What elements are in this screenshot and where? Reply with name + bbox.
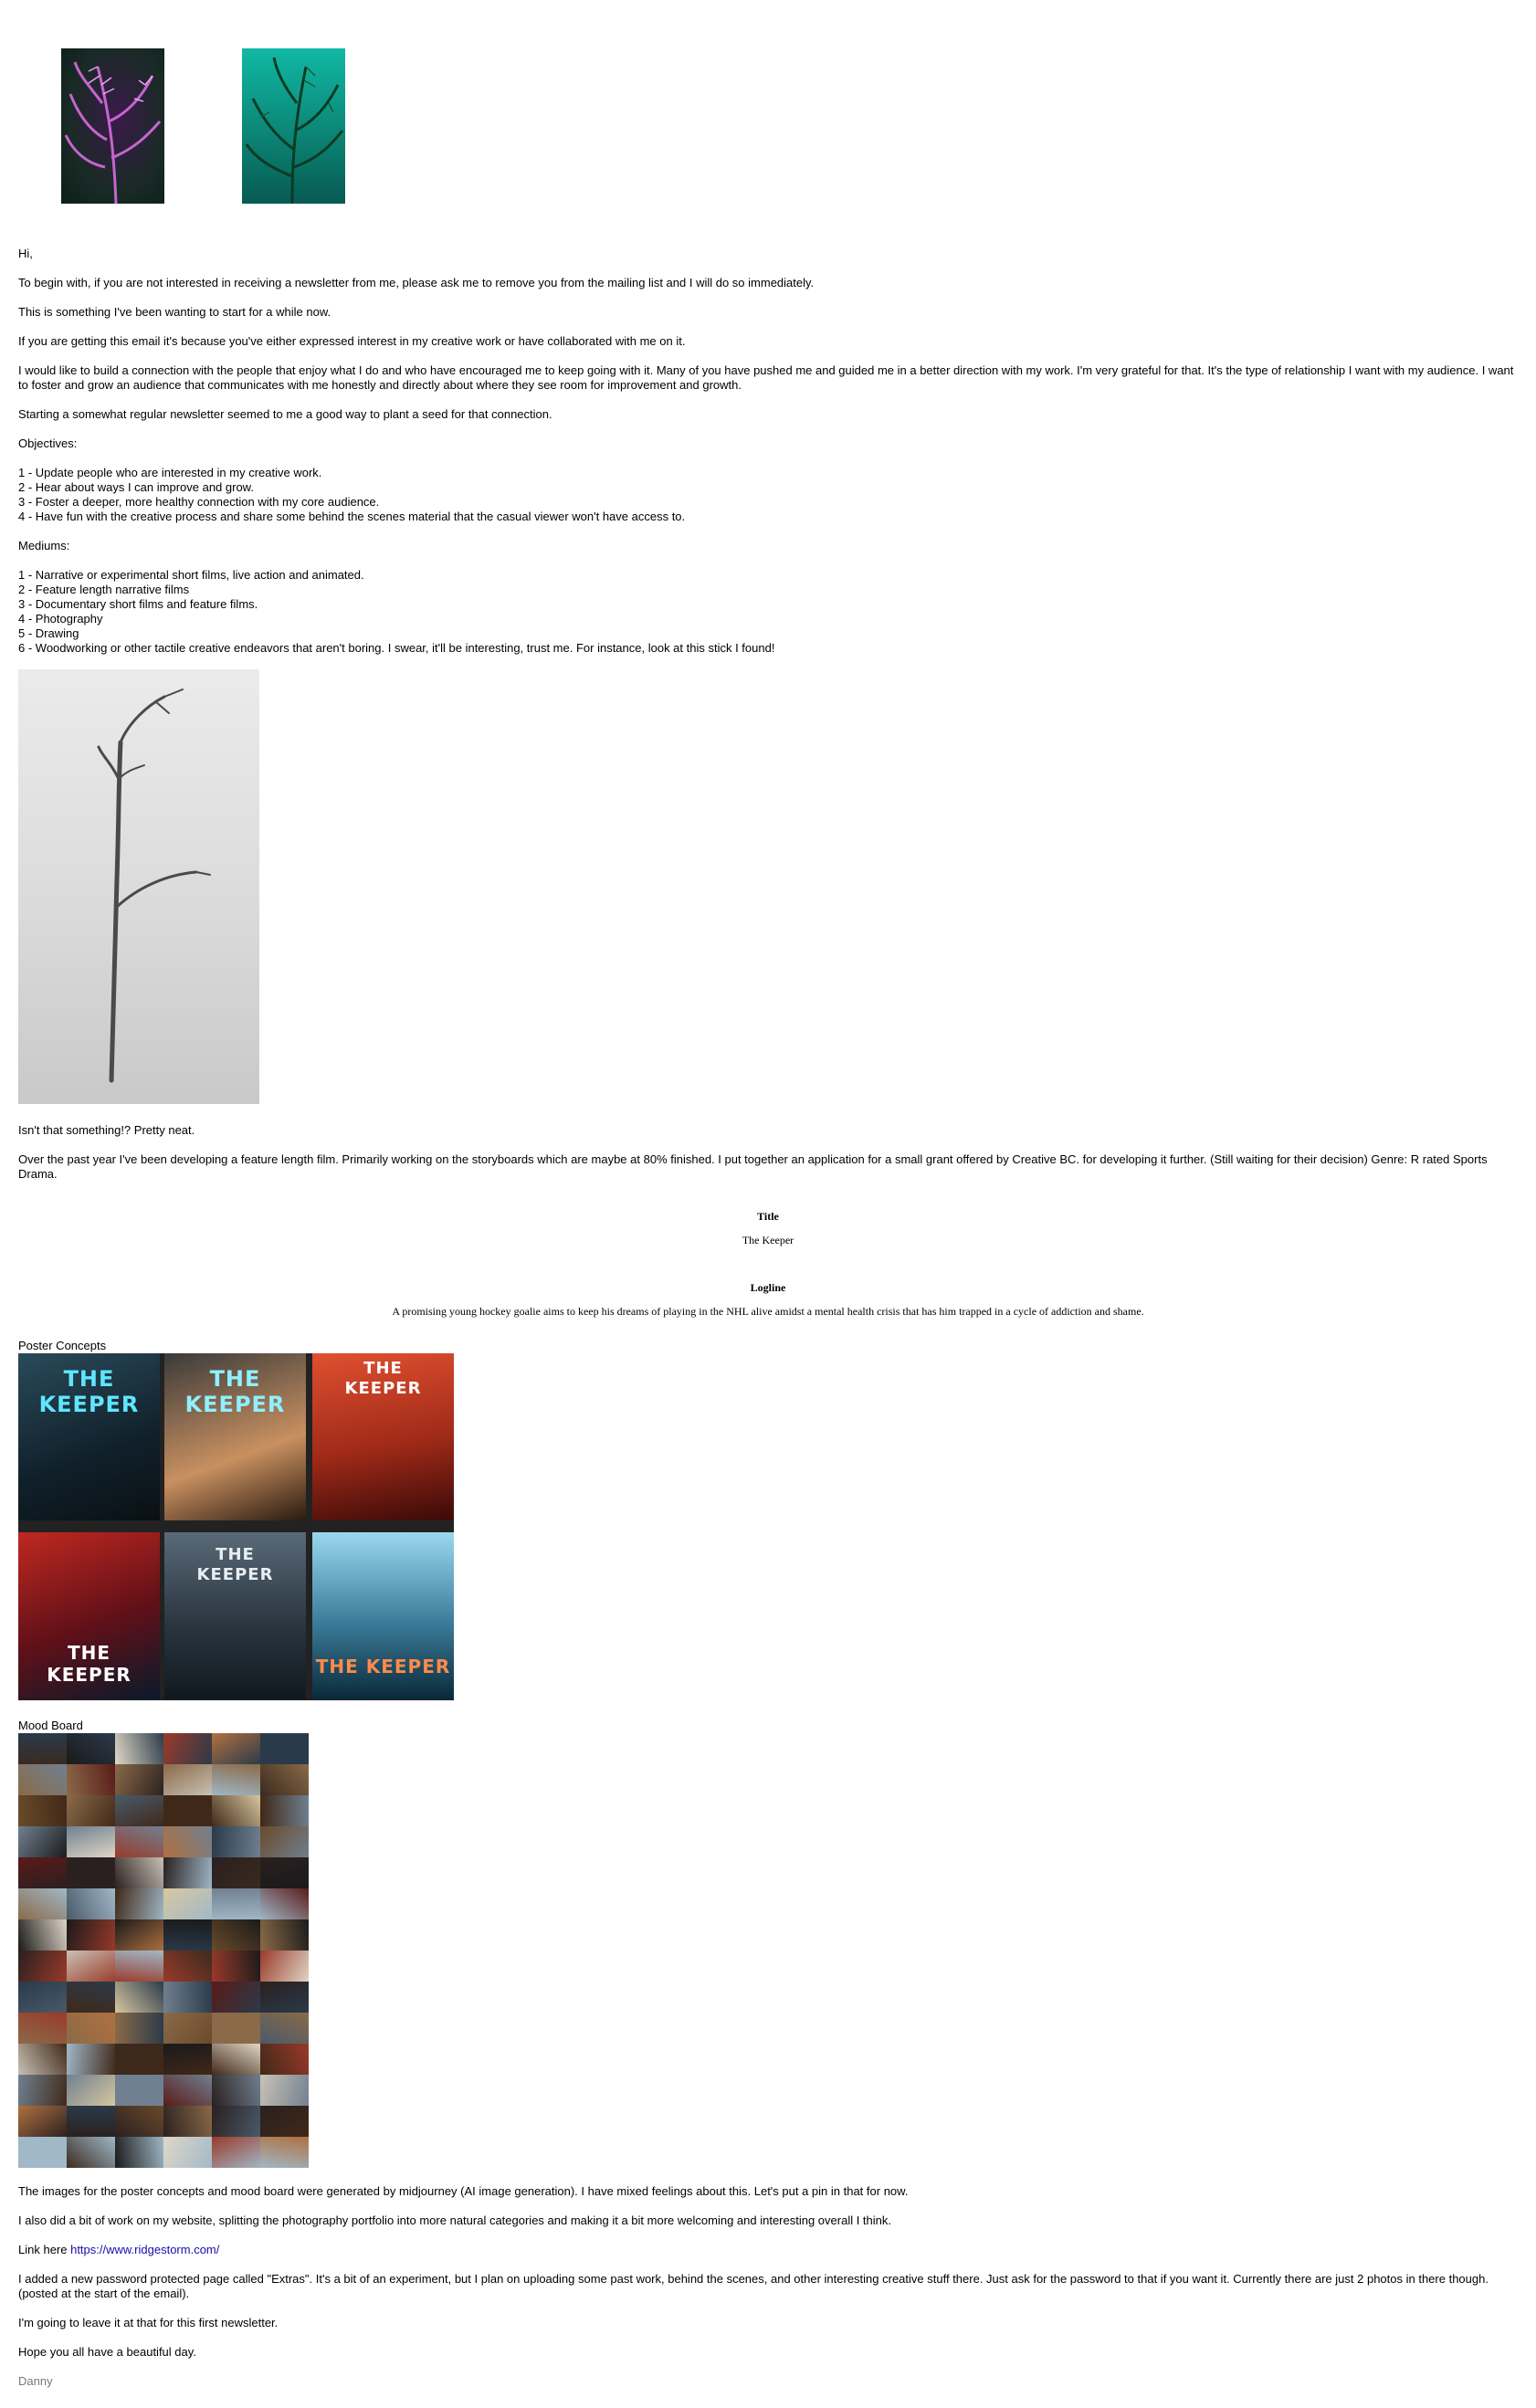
mood-board-tile <box>260 2106 309 2138</box>
medium-item: 5 - Drawing <box>18 626 79 640</box>
extras-paragraph: I added a new password protected page called "Extras". It's a bit of an experiment, but I plan on uploading some past work, behind the scenes, and other interesting creative stuff there. Just ask for the password to that if you want it. Currently there are just 2 photos in there though. (posted at the start of the email). <box>18 2272 1489 2300</box>
mood-board-tile <box>18 2106 68 2138</box>
mood-board-tile <box>260 1857 309 1889</box>
newsletter-paragraph: Starting a somewhat regular newsletter seemed to me a good way to plant a seed for that connection. <box>18 407 552 421</box>
poster-image <box>312 1353 454 1520</box>
mood-board-tile <box>212 1826 261 1858</box>
mood-board-tile <box>115 1888 164 1920</box>
medium-item: 6 - Woodworking or other tactile creative endeavors that aren't boring. I swear, it'll be interesting, trust me. For instance, look at this stick I found! <box>18 641 775 655</box>
mood-board-tile <box>18 1795 68 1827</box>
mood-board-tile <box>67 1764 116 1796</box>
poster-title: THE KEEPER <box>196 1545 274 1584</box>
mood-board-tile <box>163 1919 213 1951</box>
mood-board-tile <box>260 1888 309 1920</box>
reason-paragraph: If you are getting this email it's because you've either expressed interest in my creative work or have collaborated with me on it. <box>18 334 686 348</box>
mood-board-tile <box>115 2044 164 2076</box>
mood-board-tile <box>260 1733 309 1765</box>
mood-board-tile <box>163 2013 213 2045</box>
mediums-heading: Mediums: <box>18 539 70 552</box>
mood-board-tile <box>115 1826 164 1858</box>
mood-board-tile <box>115 2075 164 2107</box>
mood-board-tile <box>163 2044 213 2076</box>
poster-title: THE KEEPER <box>184 1366 286 1417</box>
mood-board-tile <box>67 2044 116 2076</box>
ai-paragraph: The images for the poster concepts and mood board were generated by midjourney (AI image generation). I have mixed feelings about this. Let's put a pin in that for now. <box>18 2184 909 2198</box>
green-plant-photo <box>242 48 345 204</box>
poster-title: THE KEEPER <box>315 1656 451 1677</box>
logline-heading: Logline <box>750 1281 786 1294</box>
medium-item: 2 - Feature length narrative films <box>18 583 190 596</box>
mood-board-tile <box>18 2044 68 2076</box>
poster-title: THE KEEPER <box>47 1642 132 1686</box>
mood-board-tile <box>115 2106 164 2138</box>
purple-plant-photo <box>61 48 164 204</box>
medium-item: 1 - Narrative or experimental short films, live action and animated. <box>18 568 364 582</box>
mood-board-tile <box>18 1857 68 1889</box>
link-prefix: Link here <box>18 2243 71 2256</box>
stick-photo <box>18 669 259 1104</box>
mood-board-tile <box>18 1919 68 1951</box>
mood-board-tile <box>163 1857 213 1889</box>
intro-paragraph: This is something I've been wanting to start for a while now. <box>18 305 331 319</box>
mood-board-tile <box>18 1982 68 2014</box>
mood-board-tile <box>67 2137 116 2168</box>
mood-board-tile <box>67 1919 116 1951</box>
poster-title: THE KEEPER <box>344 1359 422 1398</box>
mood-board-tile <box>212 1857 261 1889</box>
mood-board-tile <box>212 2075 261 2107</box>
mood-board-tile <box>67 2106 116 2138</box>
mood-board-collage <box>18 1733 309 2168</box>
mood-board-tile <box>260 2013 309 2045</box>
mood-board-tile <box>212 1982 261 2014</box>
mood-board-tile <box>115 2137 164 2168</box>
poster-image <box>164 1532 306 1699</box>
mood-board-tile <box>115 1951 164 1982</box>
mood-board-tile <box>67 1795 116 1827</box>
mood-board-tile <box>115 1795 164 1827</box>
closing-paragraph: I'm going to leave it at that for this first newsletter. <box>18 2316 279 2329</box>
poster-image <box>164 1353 306 1520</box>
title-heading: Title <box>757 1210 779 1223</box>
mood-board-tile <box>18 2013 68 2045</box>
mood-board-tile <box>115 1857 164 1889</box>
mood-board-tile <box>163 1982 213 2014</box>
objective-item: 4 - Have fun with the creative process and share some behind the scenes material that the casual viewer won't have access to. <box>18 510 686 523</box>
mood-board-label: Mood Board <box>18 1719 83 1732</box>
logline-value: A promising young hockey goalie aims to keep his dreams of playing in the NHL alive amidst a mental health crisis that has him trapped in a cycle of addiction and shame. <box>392 1305 1144 1318</box>
poster-title: THE KEEPER <box>38 1366 140 1417</box>
mood-board-tile <box>67 2075 116 2107</box>
website-paragraph: I also did a bit of work on my website, splitting the photography portfolio into more natural categories and making it a bit more welcoming and interesting overall I think. <box>18 2213 892 2227</box>
mood-board-tile <box>67 1826 116 1858</box>
medium-item: 4 - Photography <box>18 612 103 626</box>
mood-board-tile <box>163 1888 213 1920</box>
mood-board-tile <box>67 1888 116 1920</box>
mood-board-tile <box>260 2137 309 2168</box>
website-link-line <box>18 2243 1518 2257</box>
mood-board-tile <box>212 2044 261 2076</box>
mood-board-tile <box>18 1733 68 1765</box>
medium-item: 3 - Documentary short films and feature films. <box>18 597 258 611</box>
mood-board-tile <box>115 1982 164 2014</box>
mood-board-tile <box>212 1733 261 1765</box>
poster-image <box>18 1532 160 1699</box>
mood-board-tile <box>67 1982 116 2014</box>
mood-board-tile <box>67 1951 116 1982</box>
mood-board-tile <box>18 1951 68 1982</box>
mood-board-tile <box>163 2106 213 2138</box>
objective-item: 2 - Hear about ways I can improve and grow. <box>18 480 254 494</box>
mood-board-tile <box>18 2137 68 2168</box>
poster-image <box>18 1353 160 1520</box>
mood-board-tile <box>163 1764 213 1796</box>
mood-board-tile <box>260 1764 309 1796</box>
mood-board-tile <box>18 2075 68 2107</box>
mood-board-tile <box>260 2075 309 2107</box>
mood-board-tile <box>212 1795 261 1827</box>
mood-board-tile <box>163 1951 213 1982</box>
objectives-list <box>18 466 1518 524</box>
poster-concepts-grid <box>18 1353 454 1700</box>
mood-board-tile <box>212 1764 261 1796</box>
wish-paragraph: Hope you all have a beautiful day. <box>18 2345 196 2359</box>
mood-board-tile <box>260 1951 309 1982</box>
mood-board-tile <box>163 2075 213 2107</box>
signature: Danny <box>18 2374 53 2388</box>
mood-board-tile <box>115 1764 164 1796</box>
mood-board-tile <box>163 1733 213 1765</box>
stick-comment: Isn't that something!? Pretty neat. <box>18 1123 195 1137</box>
mood-board-tile <box>212 2106 261 2138</box>
mediums-list <box>18 568 1518 656</box>
unsubscribe-paragraph: To begin with, if you are not interested in receiving a newsletter from me, please ask me to remove you from the mailing list and I will do so immediately. <box>18 276 815 289</box>
website-link[interactable]: https://www.ridgestorm.com/ <box>70 2243 220 2256</box>
mood-board-tile <box>115 2013 164 2045</box>
mood-board-tile <box>67 1733 116 1765</box>
mood-board-tile <box>260 1919 309 1951</box>
film-paragraph: Over the past year I've been developing a feature length film. Primarily working on the storyboards which are maybe at 80% finished. I put together an application for a small grant offered by Creative BC. for developing it further. (Still waiting for their decision) Genre: R rated Sports Drama. <box>18 1152 1488 1181</box>
mood-board-tile <box>260 2044 309 2076</box>
objective-item: 1 - Update people who are interested in my creative work. <box>18 466 322 479</box>
mood-board-tile <box>115 1919 164 1951</box>
objectives-heading: Objectives: <box>18 436 78 450</box>
mood-board-tile <box>212 1919 261 1951</box>
poster-concepts-label: Poster Concepts <box>18 1339 107 1352</box>
objective-item: 3 - Foster a deeper, more healthy connection with my core audience. <box>18 495 380 509</box>
mood-board-tile <box>163 1795 213 1827</box>
mood-board-tile <box>260 1982 309 2014</box>
mood-board-tile <box>212 2137 261 2168</box>
mood-board-tile <box>18 1888 68 1920</box>
greeting-text: Hi, <box>18 247 33 260</box>
mood-board-tile <box>67 2013 116 2045</box>
mood-board-tile <box>163 1826 213 1858</box>
title-value: The Keeper <box>742 1234 794 1246</box>
mood-board-tile <box>212 1951 261 1982</box>
mood-board-tile <box>115 1733 164 1765</box>
connection-paragraph: I would like to build a connection with the people that enjoy what I do and who have encouraged me to keep going with it. Many of you have pushed me and guided me in a better direction with my work. I'm very grateful for that. It's the type of relationship I want with my audience. I want to foster and grow an audience that communicates with me honestly and directly about where they see room for improvement and growth. <box>18 363 1514 392</box>
mood-board-tile <box>260 1826 309 1858</box>
mood-board-tile <box>212 1888 261 1920</box>
mood-board-tile <box>18 1826 68 1858</box>
mood-board-tile <box>67 1857 116 1889</box>
mood-board-tile <box>260 1795 309 1827</box>
mood-board-tile <box>212 2013 261 2045</box>
mood-board-tile <box>18 1764 68 1796</box>
mood-board-tile <box>163 2137 213 2168</box>
poster-image <box>312 1532 454 1699</box>
